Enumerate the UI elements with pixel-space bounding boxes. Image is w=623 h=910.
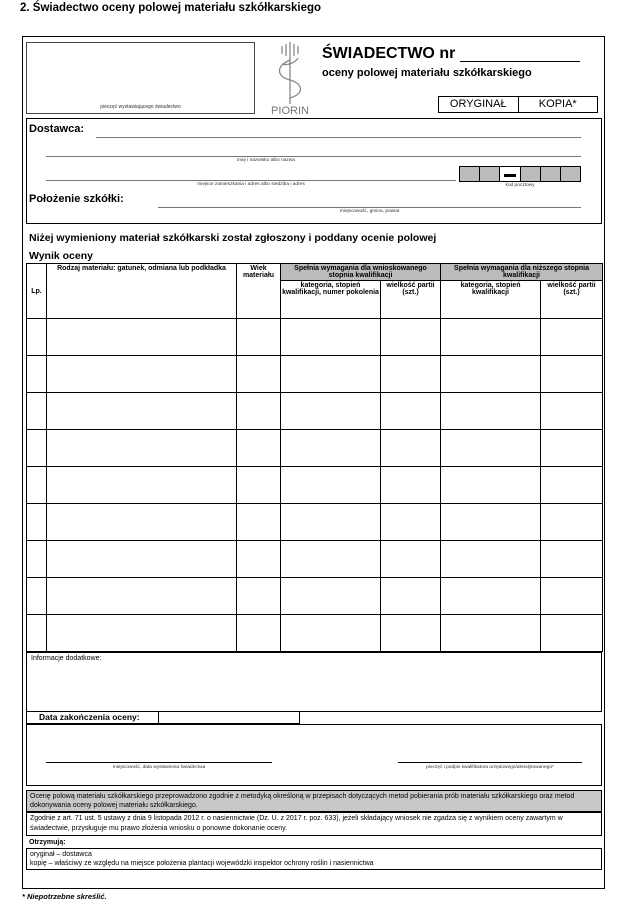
location-field[interactable] xyxy=(158,207,581,208)
table-cell[interactable] xyxy=(541,393,603,430)
table-cell[interactable] xyxy=(237,430,281,467)
certificate-subtitle: oceny polowej materiału szkółkarskiego xyxy=(322,67,532,79)
certificate-number-field[interactable] xyxy=(460,61,580,62)
recipients-section xyxy=(26,838,602,882)
table-cell[interactable] xyxy=(281,430,381,467)
col-lower-qty: wielkość partii (szt.) xyxy=(541,281,603,319)
table-cell[interactable] xyxy=(27,319,47,356)
table-cell[interactable] xyxy=(281,393,381,430)
law-note: Zgodnie z art. 71 ust. 5 ustawy z dnia 9 listopada 2012 r. o nasiennictwie (Dz. U. z 2017 r. poz. 633), jeżeli składający wniosek nie zgadza się z wynikiem oceny zawartym w świadectwie, przysługuje mu prawo złożenia wniosku o ponowne dokonanie oceny. xyxy=(26,812,602,836)
supplier-address-field[interactable] xyxy=(46,180,456,181)
supplier-name-field[interactable] xyxy=(46,156,581,157)
end-date-field[interactable] xyxy=(159,712,299,723)
recipient-copy: kopię – właściwy ze względu na miejsce położenia plantacji wojewódzki inspektor ochrony roślin i nasiennictwa xyxy=(30,860,374,867)
table-cell[interactable] xyxy=(381,504,441,541)
table-cell[interactable] xyxy=(441,430,541,467)
piorin-logo xyxy=(262,38,318,118)
table-cell[interactable] xyxy=(441,356,541,393)
logo-text: PIORIN xyxy=(271,105,309,117)
original-copy-selector xyxy=(438,96,598,113)
supplier-line-1[interactable] xyxy=(96,137,581,138)
table-cell[interactable] xyxy=(237,578,281,615)
table-row xyxy=(27,541,603,578)
table-cell[interactable] xyxy=(47,504,237,541)
table-cell[interactable] xyxy=(541,356,603,393)
additional-info-label: Informacje dodatkowe: xyxy=(31,655,102,662)
postal-code-field[interactable] xyxy=(459,166,581,182)
copy-option[interactable]: KOPIA* xyxy=(538,98,577,110)
table-row xyxy=(27,319,603,356)
table-cell[interactable] xyxy=(27,578,47,615)
place-date-field[interactable] xyxy=(46,762,272,763)
table-cell[interactable] xyxy=(441,615,541,652)
results-title: Wynik oceny xyxy=(29,250,93,262)
signature-field[interactable] xyxy=(398,762,582,763)
additional-info-box[interactable] xyxy=(26,652,602,712)
table-cell[interactable] xyxy=(27,356,47,393)
table-cell[interactable] xyxy=(27,393,47,430)
supplier-label: Dostawca: xyxy=(29,123,85,135)
table-row xyxy=(27,430,603,467)
table-cell[interactable] xyxy=(441,578,541,615)
col-group-requested: Spełnia wymagania dla wnioskowanego stopnia kwalifikacji xyxy=(281,264,441,281)
table-cell[interactable] xyxy=(281,504,381,541)
table-cell[interactable] xyxy=(237,319,281,356)
table-cell[interactable] xyxy=(27,467,47,504)
end-date-label: Data zakończenia oceny: xyxy=(27,712,159,723)
table-cell[interactable] xyxy=(237,393,281,430)
table-cell[interactable] xyxy=(381,467,441,504)
table-cell[interactable] xyxy=(441,541,541,578)
table-row xyxy=(27,467,603,504)
table-row xyxy=(27,615,603,652)
table-cell[interactable] xyxy=(541,578,603,615)
table-cell[interactable] xyxy=(441,393,541,430)
table-cell[interactable] xyxy=(381,615,441,652)
col-requested-category: kategoria, stopień kwalifikacji, numer pokolenia xyxy=(281,281,381,319)
table-cell[interactable] xyxy=(541,615,603,652)
issuer-stamp-label: pieczęć wystawiającego świadectwo xyxy=(100,104,181,110)
location-label: Położenie szkółki: xyxy=(29,193,124,205)
table-row xyxy=(27,504,603,541)
table-cell[interactable] xyxy=(237,504,281,541)
table-cell[interactable] xyxy=(47,467,237,504)
recipient-original: oryginał – dostawca xyxy=(30,851,92,858)
postal-dash xyxy=(500,167,520,181)
table-cell[interactable] xyxy=(441,319,541,356)
table-cell[interactable] xyxy=(47,541,237,578)
table-cell[interactable] xyxy=(237,356,281,393)
table-cell[interactable] xyxy=(47,356,237,393)
table-cell[interactable] xyxy=(237,467,281,504)
table-cell[interactable] xyxy=(441,467,541,504)
table-cell[interactable] xyxy=(281,467,381,504)
table-cell[interactable] xyxy=(541,319,603,356)
table-cell[interactable] xyxy=(541,504,603,541)
table-cell[interactable] xyxy=(381,356,441,393)
method-note: Ocenę polową materiału szkółkarskiego przeprowadzono zgodnie z metodyką określoną w przepisach dotyczących metod pobierania prób materiału szkółkarskiego oraz metod dokonywania oceny polowej materiału szkółkarskiego. xyxy=(26,790,602,812)
table-row xyxy=(27,356,603,393)
end-date-row xyxy=(26,711,300,724)
signature-caption: pieczęć i podpis kwalifikatora urzędowego/akredytowanego* xyxy=(426,765,554,770)
table-cell[interactable] xyxy=(27,541,47,578)
certificate-title: ŚWIADECTWO nr xyxy=(322,45,456,62)
table-cell[interactable] xyxy=(281,319,381,356)
table-cell[interactable] xyxy=(281,541,381,578)
table-row xyxy=(27,393,603,430)
table-cell[interactable] xyxy=(281,615,381,652)
postal-code-caption: kod pocztowy xyxy=(505,183,535,188)
table-cell[interactable] xyxy=(27,430,47,467)
signature-area xyxy=(26,724,602,786)
col-material-type: Rodzaj materiału: gatunek, odmiana lub podkładka xyxy=(47,264,237,319)
original-option[interactable]: ORYGINAŁ xyxy=(439,97,519,112)
results-table xyxy=(26,263,603,652)
col-age: Wiek materiału xyxy=(237,264,281,319)
col-requested-qty: wielkość partii (szt.) xyxy=(381,281,441,319)
table-cell[interactable] xyxy=(281,356,381,393)
supplier-name-caption: imię i nazwisko albo nazwa xyxy=(237,158,295,163)
table-cell[interactable] xyxy=(541,541,603,578)
table-cell[interactable] xyxy=(381,393,441,430)
table-cell[interactable] xyxy=(541,467,603,504)
table-cell[interactable] xyxy=(47,393,237,430)
table-cell[interactable] xyxy=(47,578,237,615)
footnote: * Niepotrzebne skreślić. xyxy=(22,892,107,901)
table-cell[interactable] xyxy=(381,430,441,467)
location-caption: miejscowość, gmina, powiat xyxy=(339,209,400,214)
table-cell[interactable] xyxy=(381,319,441,356)
col-lower-category: kategoria, stopień kwalifikacji xyxy=(441,281,541,319)
col-group-lower: Spełnia wymagania dla niższego stopnia kwalifikacji xyxy=(441,264,603,281)
table-cell[interactable] xyxy=(237,615,281,652)
table-cell[interactable] xyxy=(27,615,47,652)
table-cell[interactable] xyxy=(381,578,441,615)
table-cell[interactable] xyxy=(237,541,281,578)
table-cell[interactable] xyxy=(47,319,237,356)
table-cell[interactable] xyxy=(541,430,603,467)
table-cell[interactable] xyxy=(47,615,237,652)
table-cell[interactable] xyxy=(281,578,381,615)
table-cell[interactable] xyxy=(27,504,47,541)
recipients-list xyxy=(26,848,602,870)
table-cell[interactable] xyxy=(47,430,237,467)
recipients-label: Otrzymują: xyxy=(29,839,66,846)
place-date-caption: miejscowość, data wystawienia świadectwa xyxy=(112,765,206,770)
table-cell[interactable] xyxy=(381,541,441,578)
statement-text: Niżej wymieniony materiał szkółkarski został zgłoszony i poddany ocenie polowej xyxy=(29,232,437,244)
table-cell[interactable] xyxy=(441,504,541,541)
table-row xyxy=(27,578,603,615)
col-lp: Lp. xyxy=(27,264,47,319)
supplier-address-caption: miejsce zamieszkania i adres albo siedziba i adres xyxy=(197,182,305,187)
section-heading: 2. Świadectwo oceny polowej materiału szkółkarskiego xyxy=(20,2,322,14)
